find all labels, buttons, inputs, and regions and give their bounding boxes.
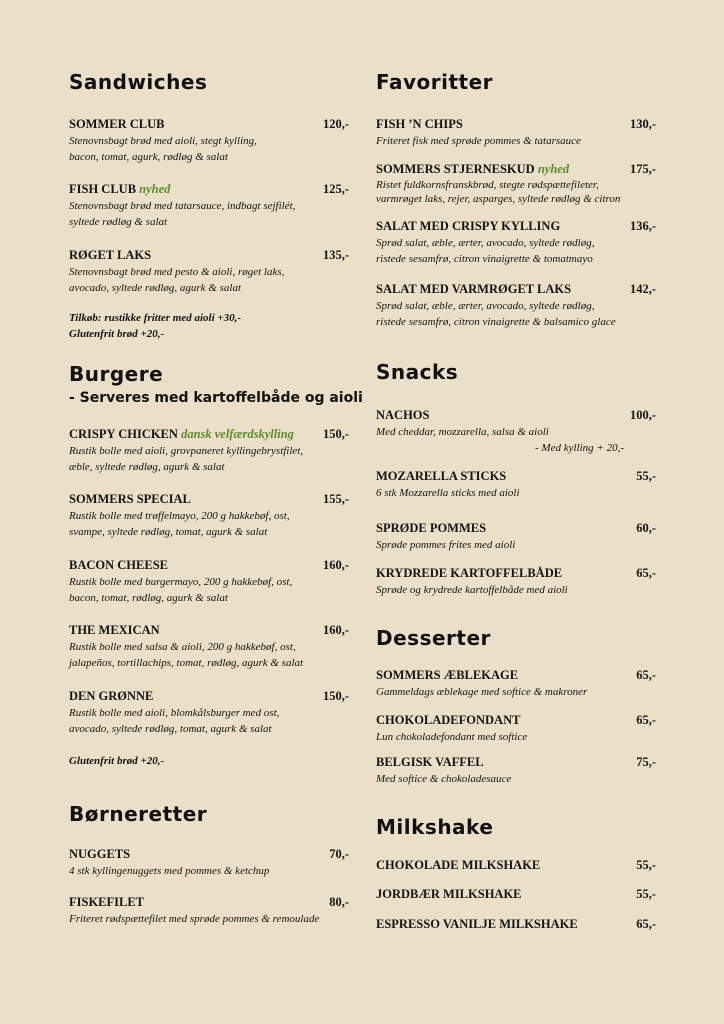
addon-note: Tilkøb: rustikke fritter med aioli +30,- (69, 312, 242, 324)
menu-item (69, 846, 349, 879)
menu-item (69, 894, 349, 927)
menu-item (376, 218, 656, 267)
menu-item (376, 667, 656, 700)
welfare-badge: dansk velfærdskylling (181, 427, 294, 441)
menu-item (69, 557, 349, 606)
menu-item (376, 754, 656, 787)
item-description: ristede sesamfrø, citron vinaigrette & tomatmayo (376, 253, 593, 265)
item-description: Med softice & chokoladesauce (376, 773, 512, 785)
item-name: MOZARELLA STICKS (376, 469, 507, 483)
item-name: NUGGETS (69, 847, 131, 861)
menu-item (69, 491, 349, 540)
item-name: SALAT MED CRISPY KYLLING (376, 219, 561, 233)
item-description: Rustik bolle med aioli, grovpaneret kyllingebrystfilet, (69, 445, 304, 457)
item-description: Friteret fisk med sprøde pommes & tatarsauce (376, 135, 581, 147)
item-name: SOMMERS SPECIAL (69, 492, 191, 506)
section-title-snacks: Snacks (376, 360, 459, 384)
item-price: 175,- (629, 162, 656, 176)
section-title-desserter: Desserter (376, 626, 491, 650)
item-description: Gammeldags æblekage med softice & makroner (376, 686, 588, 698)
item-price: 55,- (636, 858, 656, 872)
item-price: 125,- (322, 182, 349, 196)
item-price: 135,- (322, 248, 349, 262)
menu-item (376, 161, 656, 206)
item-price: 70,- (329, 847, 349, 861)
item-name: SOMMERS STJERNESKUD (376, 162, 535, 176)
item-name: THE MEXICAN (69, 623, 160, 637)
item-description: Rustik bolle med salsa & aioli, 200 g hakkebøf, ost, (69, 641, 296, 653)
item-price: 55,- (636, 887, 656, 901)
item-description: Rustik bolle med aioli, blomkålsburger med ost, (69, 707, 280, 719)
item-description: bacon, tomat, agurk, rødløg & salat (69, 151, 228, 163)
menu-item (376, 520, 656, 553)
item-description: Stenovnsbagt brød med aioli, stegt kylling, (69, 135, 257, 147)
section-title-born: Børneretter (69, 802, 208, 826)
item-name: CRISPY CHICKEN (69, 427, 178, 441)
section-title-milkshake: Milkshake (376, 815, 494, 839)
menu-item (69, 247, 349, 296)
item-price: 65,- (636, 566, 656, 580)
menu-item (376, 886, 656, 903)
item-price: 75,- (636, 755, 656, 769)
section-title-favoritter: Favoritter (376, 70, 494, 94)
item-price: 142,- (629, 282, 656, 296)
item-description: Stenovnsbagt brød med tatarsauce, indbagt sejfilét, (69, 200, 296, 212)
item-price: 65,- (636, 917, 656, 931)
menu-item (69, 688, 349, 737)
item-price: 55,- (636, 469, 656, 483)
menu-item (69, 622, 349, 671)
item-addon: - Med kylling + 20,- (535, 442, 624, 454)
item-name: CHOKOLADE MILKSHAKE (376, 858, 541, 872)
item-description: avocado, syltede rødløg, agurk & salat (69, 282, 242, 294)
menu-item (376, 916, 656, 933)
item-price: 130,- (629, 117, 656, 131)
item-name: CHOKOLADEFONDANT (376, 713, 521, 727)
menu-item (376, 565, 656, 598)
item-price: 100,- (629, 408, 656, 422)
nyhed-badge: nyhed (139, 182, 171, 196)
item-description: svampe, syltede rødløg, tomat, agurk & salat (69, 526, 268, 538)
gluten-note: Glutenfrit brød +20,- (69, 755, 165, 767)
item-description: Sprøde pommes frites med aioli (376, 539, 516, 551)
section-title-burgere: Burgere (69, 362, 164, 386)
item-name: JORDBÆR MILKSHAKE (376, 887, 522, 901)
menu-item (69, 181, 349, 230)
item-description: 6 stk Mozzarella sticks med aioli (376, 487, 520, 499)
item-description: æble, syltede rødløg, agurk & salat (69, 461, 225, 473)
section-title-sandwiches: Sandwiches (69, 70, 208, 94)
item-description: Lun chokoladefondant med softice (376, 731, 528, 743)
menu-item (376, 116, 656, 149)
menu-item (376, 407, 656, 456)
item-name: SALAT MED VARMRØGET LAKS (376, 282, 572, 296)
item-price: 150,- (322, 689, 349, 703)
item-name: ESPRESSO VANILJE MILKSHAKE (376, 917, 578, 931)
item-name: NACHOS (376, 408, 430, 422)
menu-item (376, 468, 656, 501)
item-name: SOMMER CLUB (69, 117, 165, 131)
item-price: 65,- (636, 713, 656, 727)
item-name: BELGISK VAFFEL (376, 755, 484, 769)
item-description: 4 stk kyllingenuggets med pommes & ketchup (69, 865, 270, 877)
item-description: jalapeños, tortillachips, tomat, rødløg, agurk & salat (69, 657, 304, 669)
item-price: 155,- (322, 492, 349, 506)
item-price: 160,- (322, 623, 349, 637)
menu-item (376, 857, 656, 874)
item-description: ristede sesamfrø, citron vinaigrette & balsamico glace (376, 316, 616, 328)
item-description: Sprød salat, æble, ærter, avocado, syltede rødløg, (376, 237, 595, 249)
item-description: avocado, syltede rødløg, tomat, agurk & salat (69, 723, 272, 735)
item-description: Rustik bolle med trøffelmayo, 200 g hakkebøf, ost, (69, 510, 290, 522)
item-name: DEN GRØNNE (69, 689, 154, 703)
item-name: FISH ’N CHIPS (376, 117, 463, 131)
gluten-note: Glutenfrit brød +20,- (69, 328, 165, 340)
item-price: 80,- (329, 895, 349, 909)
item-description: syltede rødløg & salat (69, 216, 168, 228)
item-price: 65,- (636, 668, 656, 682)
item-price: 160,- (322, 558, 349, 572)
item-name: FISKEFILET (69, 895, 145, 909)
item-name: BACON CHEESE (69, 558, 168, 572)
menu-item (69, 116, 349, 165)
item-description: Friteret rødspættefilet med sprøde pommes & remoulade (69, 913, 320, 925)
item-description: Sprød salat, æble, ærter, avocado, syltede rødløg, (376, 300, 595, 312)
item-description: Stenovnsbagt brød med pesto & aioli, røget laks, (69, 266, 285, 278)
item-description: Med cheddar, mozzarella, salsa & aioli (376, 426, 549, 438)
item-price: 60,- (636, 521, 656, 535)
item-description: Ristet fuldkornsfranskbrød, stegte rødspættefileter, (376, 179, 599, 191)
menu-item (69, 426, 349, 475)
item-description: bacon, tomat, rødløg, agurk & salat (69, 592, 228, 604)
item-name: SPRØDE POMMES (376, 521, 487, 535)
menu-item (376, 281, 656, 330)
item-description: Rustik bolle med burgermayo, 200 g hakkebøf, ost, (69, 576, 293, 588)
nyhed-badge: nyhed (537, 162, 570, 176)
menu-item (376, 712, 656, 745)
item-description: Sprøde og krydrede kartoffelbåde med aioli (376, 584, 568, 596)
section-subtitle-burgere: - Serveres med kartoffelbåde og aioli (69, 390, 363, 406)
item-description: varmrøget laks, rejer, asparges, syltede rødløg & citron (376, 193, 621, 205)
item-price: 120,- (322, 117, 349, 131)
item-name: FISH CLUB (69, 182, 137, 196)
item-price: 150,- (322, 427, 349, 441)
item-price: 136,- (629, 219, 656, 233)
item-name: RØGET LAKS (69, 248, 152, 262)
item-name: SOMMERS ÆBLEKAGE (376, 668, 519, 682)
item-name: KRYDREDE KARTOFFELBÅDE (376, 566, 563, 580)
